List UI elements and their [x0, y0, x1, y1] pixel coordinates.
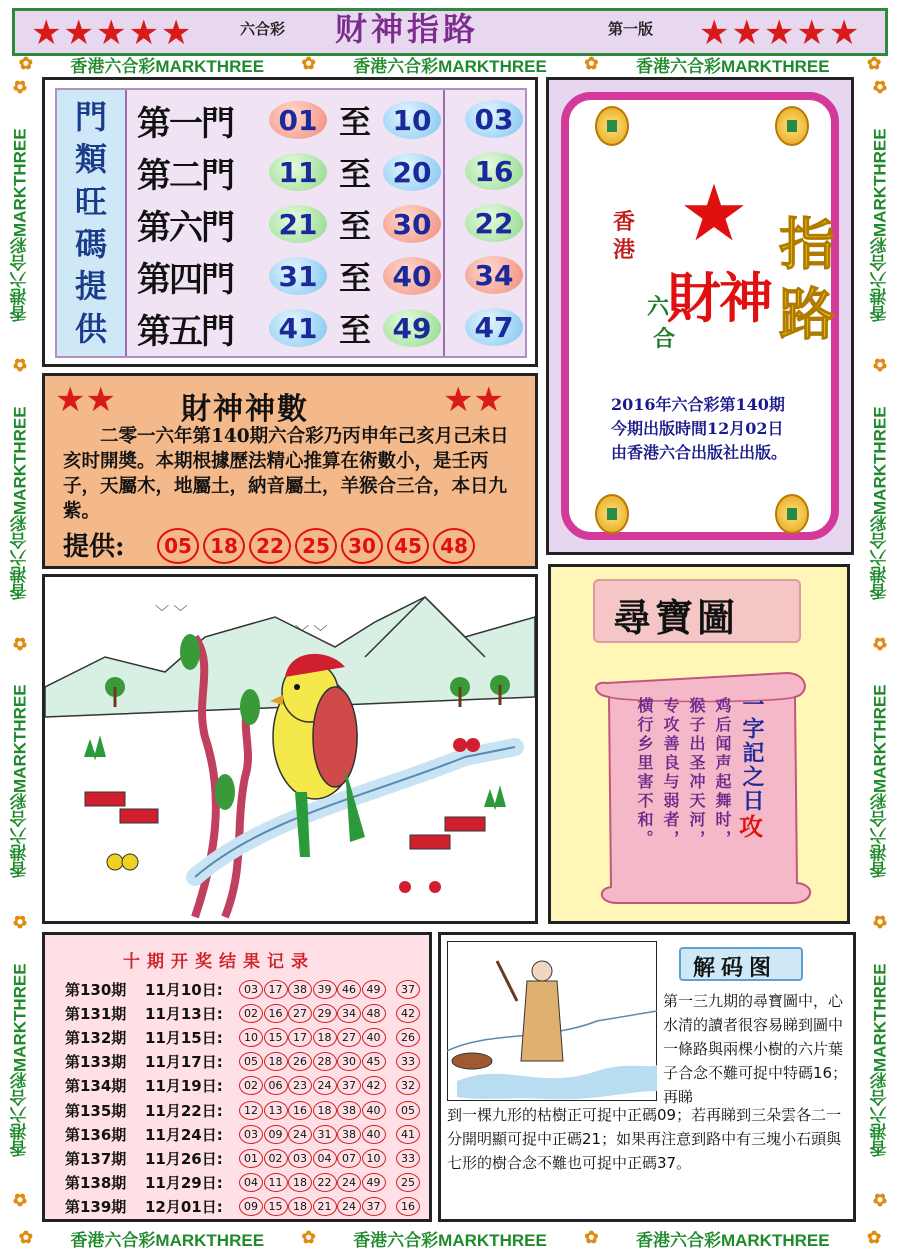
decode-illustration: [447, 941, 657, 1101]
result-number: 03: [239, 1125, 263, 1144]
result-special-number: 42: [396, 1004, 420, 1023]
border-right: [866, 60, 894, 1225]
banner-edition: 第一版: [608, 20, 654, 38]
result-number: 27: [337, 1028, 361, 1047]
door-to-word: 至: [338, 259, 371, 297]
border-text: 香港六合彩MARKTHREE: [870, 962, 890, 1157]
border-text: 香港六合彩MARKTHREE: [10, 684, 30, 879]
flower-icon: ✿: [10, 354, 29, 375]
result-date: 12月01日:: [145, 1198, 223, 1217]
result-date: 11月19日:: [145, 1077, 223, 1096]
flower-icon: ✿: [10, 632, 29, 653]
border-text: 香港六合彩MARKTHREE: [10, 406, 30, 601]
result-number: 28: [313, 1052, 337, 1071]
logo-caishen: 財神: [667, 266, 771, 330]
logo-info-line: 由香港六合出版社出版。: [611, 443, 788, 462]
result-number: 16: [288, 1101, 312, 1120]
door-to-word: 至: [338, 103, 371, 141]
result-number: 18: [264, 1052, 288, 1071]
result-number: 13: [264, 1101, 288, 1120]
border-text: 香港六合彩MARKTHREE: [353, 1230, 547, 1250]
treasure-clue: 一字記之日: [739, 693, 765, 813]
result-row: [65, 977, 421, 1001]
result-number: 10: [362, 1149, 386, 1168]
result-number: 02: [264, 1149, 288, 1168]
border-text: 香港六合彩MARKTHREE: [10, 128, 30, 323]
result-number: 27: [288, 1004, 312, 1023]
banner-title: 财神指路: [335, 10, 480, 48]
result-number: 18: [288, 1197, 312, 1216]
door-inner: [55, 88, 527, 358]
result-row: [65, 1146, 421, 1170]
logo-info-line: 今期出版時間12月02日: [611, 419, 784, 438]
border-text: 香港六合彩MARKTHREE: [870, 128, 890, 323]
result-row: [65, 1098, 421, 1122]
result-row: [65, 1050, 421, 1074]
door-to-ball: 40: [383, 257, 441, 295]
result-number: 11: [264, 1173, 288, 1192]
result-number: 09: [239, 1197, 263, 1216]
logo-frame: [561, 92, 839, 540]
result-date: 11月24日:: [145, 1125, 223, 1144]
result-number: 21: [313, 1197, 337, 1216]
border-text: 香港六合彩MARKTHREE: [870, 684, 890, 879]
logo-info-line: 2016年六合彩第140期: [611, 395, 785, 414]
result-number: 24: [313, 1076, 337, 1095]
treasure-clue-answer: 攻: [739, 812, 763, 841]
result-number: 02: [239, 1004, 263, 1023]
result-special-number: 41: [396, 1125, 420, 1144]
result-special-number: 33: [396, 1052, 420, 1071]
door-name: 第五門: [137, 311, 233, 352]
border-bottom: [0, 1226, 900, 1250]
border-text: 香港六合彩MARKTHREE: [635, 56, 830, 76]
result-number: 24: [288, 1125, 312, 1144]
treasure-title: 尋寶圖: [613, 595, 740, 640]
flower-icon: ✿: [10, 910, 29, 931]
result-row: [65, 1025, 421, 1049]
result-number: 22: [313, 1173, 337, 1192]
provided-number: 22: [249, 528, 291, 564]
poem-line: 专攻善良与弱者，: [661, 697, 680, 849]
door-to-word: 至: [338, 207, 371, 245]
door-vert-char: 類: [74, 140, 107, 179]
result-number: 30: [337, 1052, 361, 1071]
flower-icon: ✿: [301, 1228, 316, 1247]
result-date: 11月15日:: [145, 1028, 223, 1047]
border-text: 香港六合彩MARKTHREE: [353, 56, 547, 76]
result-row: [65, 1122, 421, 1146]
door-to-ball: 30: [383, 205, 441, 243]
result-number: 23: [288, 1076, 312, 1095]
door-from-ball: 21: [269, 205, 327, 243]
door-pick-ball: 22: [465, 204, 523, 242]
result-number: 09: [264, 1125, 288, 1144]
result-number: 37: [337, 1076, 361, 1095]
result-number: 29: [313, 1004, 337, 1023]
decode-bottom-text: 到一棵九形的枯樹正可捉中正碼09；若再睇到三朵雲各二一分開明顯可捉中正碼21；如果再注意到路中有三塊小石頭與七形的樹合念不難也可捉中正碼37。: [447, 1106, 842, 1172]
flower-icon: ✿: [870, 354, 889, 375]
door-name: 第一門: [137, 103, 233, 144]
result-issue: 第134期: [65, 1077, 127, 1096]
provide-label: 提供:: [63, 532, 125, 562]
result-special-number: 32: [396, 1076, 420, 1095]
flower-icon: ✿: [867, 54, 882, 73]
result-issue: 第138期: [65, 1174, 127, 1193]
result-date: 11月10日:: [145, 980, 223, 999]
door-to-ball: 10: [383, 101, 441, 139]
caishen-shu-body: 二零一六年第140期六合彩乃丙申年己亥月己未日亥时開奬。本期根據歷法精心推算在術數小，是壬丙子，天屬木，地屬土，納音屬土，羊猴合三合，本日九紫。: [63, 426, 509, 522]
result-number: 40: [362, 1028, 386, 1047]
result-number: 04: [313, 1149, 337, 1168]
result-special-number: 25: [396, 1173, 420, 1192]
coin-icon: [595, 106, 629, 146]
result-issue: 第135期: [65, 1101, 127, 1120]
door-to-word: 至: [338, 311, 371, 349]
logo-zhilu: 指路: [779, 212, 835, 348]
flower-icon: ✿: [870, 910, 889, 931]
door-from-ball: 41: [269, 309, 327, 347]
result-number: 03: [288, 1149, 312, 1168]
door-vert-char: 碼: [74, 225, 107, 264]
door-vert-char: 旺: [74, 182, 107, 221]
door-separator: [443, 90, 445, 356]
result-date: 11月13日:: [145, 1004, 223, 1023]
result-number: 38: [337, 1125, 361, 1144]
result-number: 17: [264, 980, 288, 999]
result-number: 15: [264, 1197, 288, 1216]
result-number: 42: [362, 1076, 386, 1095]
result-number: 03: [239, 980, 263, 999]
result-issue: 第132期: [65, 1028, 127, 1047]
result-number: 01: [239, 1149, 263, 1168]
result-special-number: 16: [396, 1197, 420, 1216]
door-pick-ball: 03: [465, 100, 523, 138]
result-number: 37: [362, 1197, 386, 1216]
door-from-ball: 11: [269, 153, 327, 191]
result-number: 10: [239, 1028, 263, 1047]
results-title: 十期开奖结果记录: [123, 952, 315, 972]
poem-line: 鸡后闻声起舞时，: [713, 697, 732, 849]
result-number: 18: [313, 1101, 337, 1120]
result-date: 11月26日:: [145, 1149, 223, 1168]
banner-stars-left: ★★★★★: [31, 13, 194, 53]
door-name: 第六門: [137, 207, 233, 248]
border-left: [6, 60, 34, 1225]
result-row: [65, 1171, 421, 1195]
flower-icon: ✿: [10, 1188, 29, 1209]
result-number: 04: [239, 1173, 263, 1192]
door-row: [137, 148, 441, 196]
result-number: 18: [288, 1173, 312, 1192]
flower-icon: ✿: [584, 54, 599, 73]
result-issue: 第139期: [65, 1198, 127, 1217]
flower-icon: ✿: [584, 1228, 599, 1247]
door-to-ball: 49: [383, 309, 441, 347]
door-to-word: 至: [338, 155, 371, 193]
logo-box: [546, 77, 854, 555]
star-icons-right: ★★: [443, 380, 504, 420]
result-number: 12: [239, 1101, 263, 1120]
provided-number: 18: [203, 528, 245, 564]
border-text: 香港六合彩MARKTHREE: [70, 1230, 265, 1250]
result-number: 05: [239, 1052, 263, 1071]
result-special-number: 05: [396, 1101, 420, 1120]
result-number: 24: [337, 1173, 361, 1192]
logo-hk: 香港: [613, 209, 636, 263]
result-number: 31: [313, 1125, 337, 1144]
flower-icon: ✿: [301, 54, 316, 73]
poem-line: 横行乡里害不和。: [635, 697, 654, 849]
door-from-ball: 31: [269, 257, 327, 295]
result-issue: 第133期: [65, 1053, 127, 1072]
result-number: 34: [337, 1004, 361, 1023]
caishen-shu-title: 財神神數: [181, 392, 309, 427]
result-issue: 第130期: [65, 980, 127, 999]
door-vertical-title: [57, 90, 127, 356]
result-number: 26: [288, 1052, 312, 1071]
result-number: 07: [337, 1149, 361, 1168]
door-vert-char: 門: [74, 98, 107, 137]
coin-icon: [775, 106, 809, 146]
result-date: 11月22日:: [145, 1101, 223, 1120]
treasure-map-box: [548, 564, 850, 924]
door-name: 第二門: [137, 155, 233, 196]
border-text: 香港六合彩MARKTHREE: [70, 56, 265, 76]
result-special-number: 37: [396, 980, 420, 999]
door-panel: [42, 77, 538, 367]
border-top: [0, 52, 900, 76]
bird-scene-illustration: [45, 577, 535, 921]
result-date: 11月29日:: [145, 1174, 223, 1193]
provided-numbers: [157, 528, 475, 564]
results-box: [42, 932, 432, 1222]
coin-icon: [595, 494, 629, 534]
door-pick-ball: 34: [465, 256, 523, 294]
door-from-ball: 01: [269, 101, 327, 139]
result-number: 40: [362, 1125, 386, 1144]
result-number: 24: [337, 1197, 361, 1216]
banner-stars-right: ★★★★★: [699, 13, 862, 53]
coin-icon: [775, 494, 809, 534]
flower-icon: ✿: [10, 76, 29, 97]
result-row: [65, 1001, 421, 1025]
door-name: 第四門: [137, 259, 233, 300]
result-row: [65, 1074, 421, 1098]
door-pick-ball: 47: [465, 308, 523, 346]
result-number: 45: [362, 1052, 386, 1071]
flower-icon: ✿: [18, 1228, 33, 1247]
border-text: 香港六合彩MARKTHREE: [870, 406, 890, 601]
svg-text:﹀ ﹀: ﹀ ﹀: [155, 605, 188, 621]
result-number: 38: [337, 1101, 361, 1120]
caishen-shu-box: [42, 373, 538, 569]
result-number: 48: [362, 1004, 386, 1023]
door-row: [137, 96, 441, 144]
border-text: 香港六合彩MARKTHREE: [635, 1230, 830, 1250]
result-issue: 第136期: [65, 1125, 127, 1144]
result-issue: 第137期: [65, 1149, 127, 1168]
svg-text:﹀ ﹀: ﹀ ﹀: [295, 625, 328, 641]
logo-liu: 六: [647, 294, 670, 320]
decode-box: [438, 932, 856, 1222]
door-row: [137, 252, 441, 300]
result-number: 39: [313, 980, 337, 999]
decode-title: 解码图: [693, 955, 778, 981]
door-pick-ball: 16: [465, 152, 523, 190]
result-number: 38: [288, 980, 312, 999]
door-vert-char: 供: [74, 309, 107, 348]
result-date: 11月17日:: [145, 1053, 223, 1072]
result-special-number: 33: [396, 1149, 420, 1168]
result-row: [65, 1195, 421, 1219]
flower-icon: ✿: [867, 1228, 882, 1247]
result-number: 15: [264, 1028, 288, 1047]
result-issue: 第131期: [65, 1004, 127, 1023]
provided-number: 25: [295, 528, 337, 564]
result-number: 49: [362, 980, 386, 999]
door-vert-char: 提: [74, 267, 107, 306]
result-number: 18: [313, 1028, 337, 1047]
provided-number: 45: [387, 528, 429, 564]
result-special-number: 26: [396, 1028, 420, 1047]
result-number: 06: [264, 1076, 288, 1095]
result-number: 40: [362, 1101, 386, 1120]
provided-number: 48: [433, 528, 475, 564]
result-number: 17: [288, 1028, 312, 1047]
flower-icon: ✿: [870, 76, 889, 97]
star-icons-left: ★★: [55, 380, 116, 420]
red-star-icon: ★: [679, 169, 749, 259]
provided-number: 30: [341, 528, 383, 564]
flower-icon: ✿: [870, 1188, 889, 1209]
banner-subtitle: 六合彩: [240, 20, 286, 38]
result-number: 16: [264, 1004, 288, 1023]
border-text: 香港六合彩MARKTHREE: [10, 962, 30, 1157]
result-number: 46: [337, 980, 361, 999]
door-row: [137, 304, 441, 352]
poem-line: 猴子出圣冲天河，: [687, 697, 706, 849]
flower-icon: ✿: [18, 54, 33, 73]
flower-icon: ✿: [870, 632, 889, 653]
result-number: 49: [362, 1173, 386, 1192]
logo-he: 合: [653, 326, 676, 352]
door-to-ball: 20: [383, 153, 441, 191]
result-number: 02: [239, 1076, 263, 1095]
door-row: [137, 200, 441, 248]
treasure-picture: [42, 574, 538, 924]
provided-number: 05: [157, 528, 199, 564]
decode-side-text: 第一三九期的尋寶圖中，心水清的讀者很容易睇到圖中一條路與兩棵小樹的六片葉子合念不難可捉中特碼16；再睇: [663, 992, 848, 1106]
